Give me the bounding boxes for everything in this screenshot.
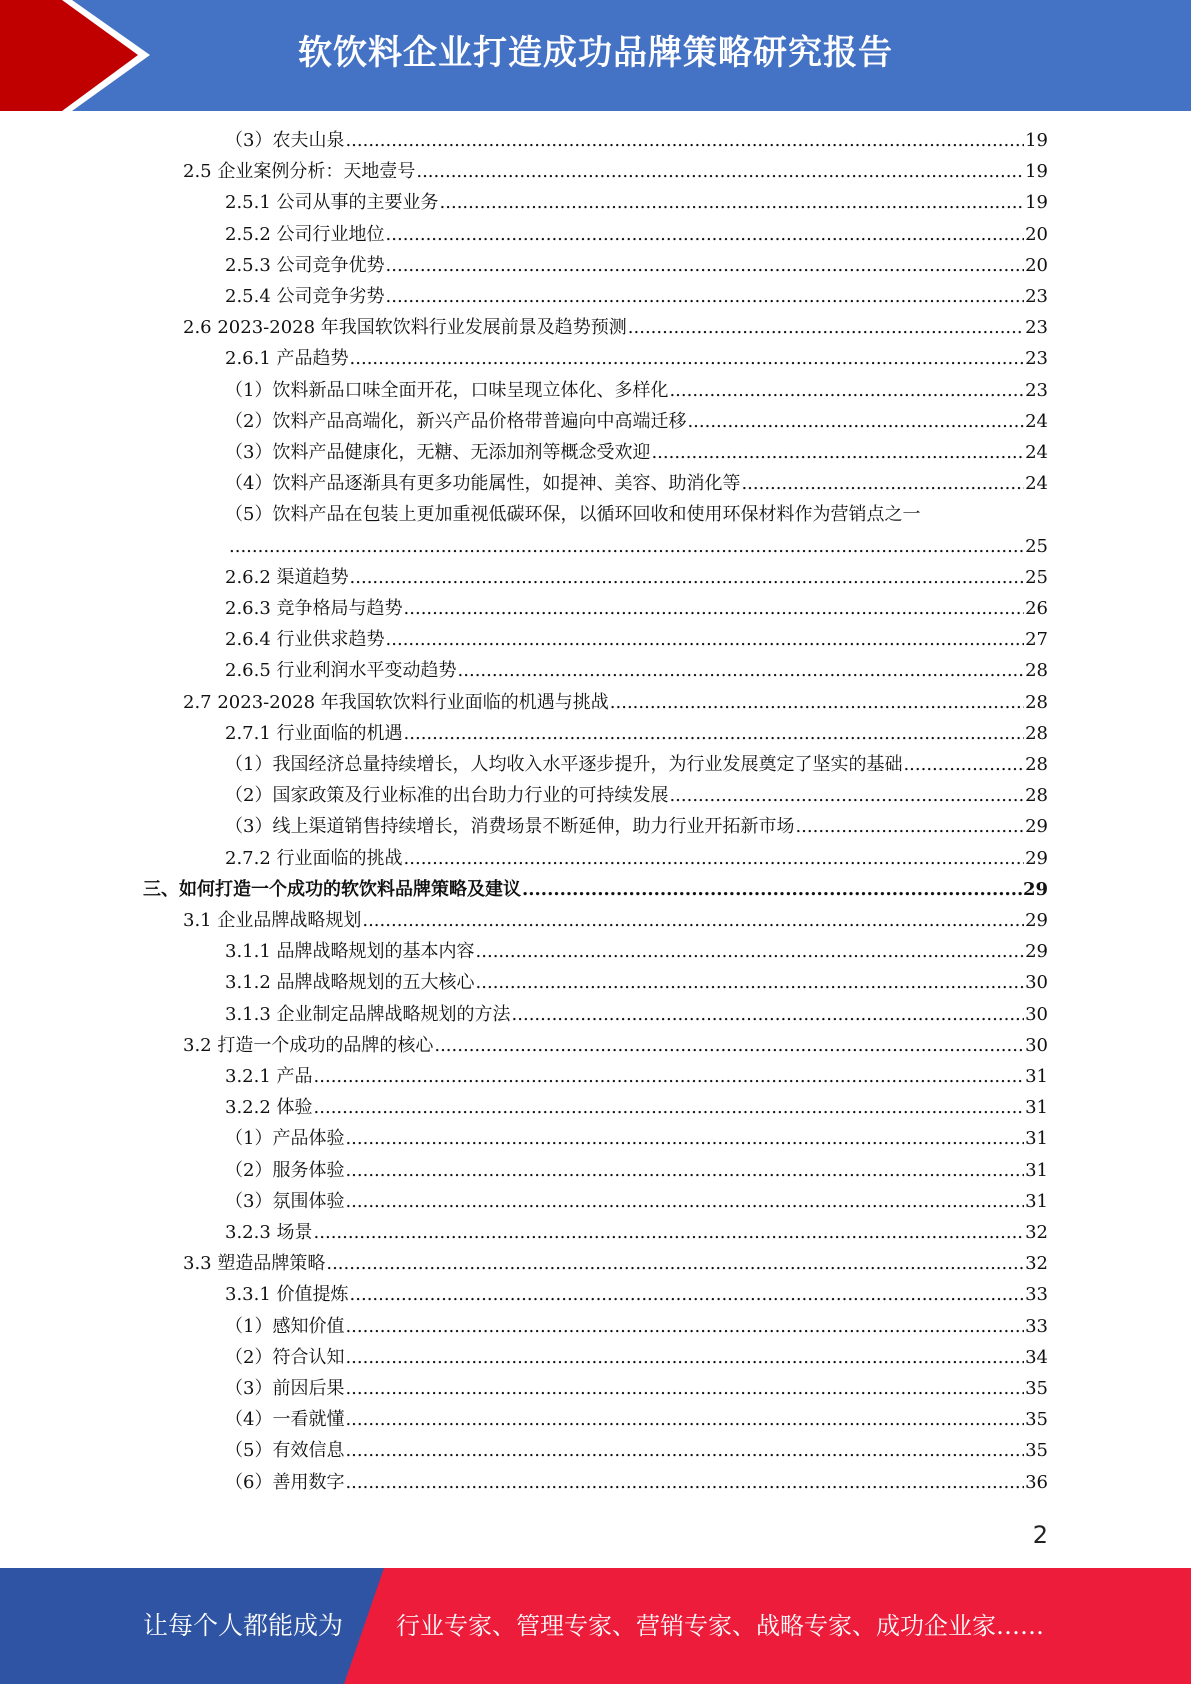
toc-leader-dots: [522, 876, 1022, 904]
toc-entry-label: （4）饮料产品逐渐具有更多功能属性，如提神、美容、助消化等: [225, 473, 741, 494]
toc-leader-dots: [440, 189, 1025, 217]
header-arrow-decoration: [0, 0, 160, 111]
toc-entry-page: 25: [1025, 536, 1048, 557]
toc-entry-label: （5）有效信息: [225, 1440, 345, 1461]
toc-entry-label: （2）国家政策及行业标准的出台助力行业的可持续发展: [225, 785, 669, 806]
toc-leader-dots: [345, 1125, 1024, 1153]
toc-entry-page: 19: [1025, 192, 1048, 213]
report-title: 软饮料企业打造成功品牌策略研究报告: [298, 33, 893, 73]
toc-entry[interactable]: [183, 314, 1048, 342]
toc-leader-dots: [345, 1344, 1024, 1372]
toc-leader-dots: [795, 813, 1024, 841]
toc-entry-label: （3）农夫山泉: [225, 130, 345, 151]
toc-leader-dots: [669, 377, 1024, 405]
toc-leader-dots: [345, 1406, 1024, 1434]
toc-entry-label: 3.2.2 体验: [225, 1097, 313, 1118]
toc-entry[interactable]: [225, 1406, 1048, 1434]
toc-entry-page: 34: [1025, 1347, 1048, 1368]
toc-entry-label: 2.6.5 行业利润水平变动趋势: [225, 660, 457, 681]
toc-entry-page: 29: [1025, 848, 1048, 869]
toc-entry-page: 30: [1025, 972, 1048, 993]
footer-slogan-right: 行业专家、管理专家、营销专家、战略专家、成功企业家……: [396, 1612, 1044, 1640]
toc-entry-page: 29: [1025, 941, 1048, 962]
toc-entry-page: 23: [1025, 317, 1048, 338]
toc-leader-dots: [386, 283, 1025, 311]
toc-entry-label: （2）服务体验: [225, 1160, 345, 1181]
toc-leader-dots: [229, 533, 1024, 561]
toc-leader-dots: [903, 751, 1024, 779]
toc-entry-page: 26: [1025, 598, 1048, 619]
toc-leader-dots: [345, 1188, 1024, 1216]
toc-leader-dots: [345, 127, 1024, 155]
toc-leader-dots: [610, 689, 1024, 717]
toc-leader-dots: [362, 907, 1024, 935]
toc-entry-label: 2.6 2023-2028 年我国软饮料行业发展前景及趋势预测: [183, 317, 627, 338]
toc-entry[interactable]: [225, 283, 1048, 311]
toc-entry-label: 2.7.2 行业面临的挑战: [225, 848, 403, 869]
toc-entry-page: 30: [1025, 1004, 1048, 1025]
toc-leader-dots: [476, 969, 1025, 997]
toc-entry[interactable]: [225, 564, 1048, 592]
toc-leader-dots: [404, 595, 1025, 623]
page-footer: [0, 1568, 1191, 1684]
toc-leader-dots: [314, 1063, 1025, 1091]
toc-entry[interactable]: [225, 470, 1048, 498]
toc-leader-dots: [314, 1219, 1025, 1247]
toc-leader-dots: [651, 439, 1024, 467]
toc-leader-dots: [458, 657, 1025, 685]
toc-entry-page: 24: [1025, 411, 1048, 432]
toc-entry[interactable]: [225, 221, 1048, 249]
toc-entry-page: 31: [1025, 1191, 1048, 1212]
toc-entry-label: 2.7.1 行业面临的机遇: [225, 723, 403, 744]
toc-entry[interactable]: [183, 158, 1048, 186]
toc-leader-dots: [350, 564, 1025, 592]
toc-leader-dots: [512, 1001, 1025, 1029]
toc-leader-dots: [345, 1437, 1024, 1465]
toc-entry-label: （1）产品体验: [225, 1128, 345, 1149]
toc-entry[interactable]: [225, 751, 1048, 779]
toc-entry-label: 2.5.2 公司行业地位: [225, 224, 385, 245]
toc-entry[interactable]: [225, 377, 1048, 405]
toc-leader-dots: [314, 1094, 1025, 1122]
toc-leader-dots: [404, 845, 1025, 873]
toc-entry-page: 35: [1025, 1409, 1048, 1430]
toc-entry-label: 2.6.4 行业供求趋势: [225, 629, 385, 650]
toc-entry-label: 3.3 塑造品牌策略: [183, 1253, 326, 1274]
toc-entry[interactable]: [225, 969, 1048, 997]
toc-leader-dots: [404, 720, 1025, 748]
toc-entry-page: 24: [1025, 473, 1048, 494]
toc-entry-label: 2.6.3 竞争格局与趋势: [225, 598, 403, 619]
toc-entry[interactable]: [183, 907, 1048, 935]
toc-leader-dots: [687, 408, 1024, 436]
toc-entry[interactable]: [225, 1219, 1048, 1247]
toc-entry-label: 2.5.4 公司竞争劣势: [225, 286, 385, 307]
toc-leader-dots: [476, 938, 1025, 966]
toc-entry[interactable]: [225, 1375, 1048, 1403]
toc-entry-label: 2.6.1 产品趋势: [225, 348, 349, 369]
toc-entry-page: 28: [1025, 723, 1048, 744]
toc-entry-page: 29: [1025, 910, 1048, 931]
toc-entry-label: （2）符合认知: [225, 1347, 345, 1368]
toc-entry[interactable]: [225, 345, 1048, 373]
toc-entry-page: 31: [1025, 1160, 1048, 1181]
toc-leader-dots: [345, 1469, 1024, 1497]
toc-entry[interactable]: [225, 595, 1048, 623]
toc-entry-page: 29: [1025, 816, 1048, 837]
toc-entry[interactable]: [225, 189, 1048, 217]
toc-entry-page: 23: [1025, 286, 1048, 307]
toc-leader-dots: [345, 1313, 1024, 1341]
toc-entry[interactable]: [225, 657, 1048, 685]
toc-entry-page: 32: [1025, 1222, 1048, 1243]
page-number: 2: [1032, 1521, 1048, 1549]
toc-entry-page: 23: [1025, 348, 1048, 369]
toc-entry[interactable]: [183, 1032, 1048, 1060]
toc-entry-page: 25: [1025, 567, 1048, 588]
toc-leader-dots: [350, 1281, 1025, 1309]
toc-leader-dots: [434, 1032, 1024, 1060]
toc-entry[interactable]: [225, 1157, 1048, 1185]
toc-entry-page: 35: [1025, 1440, 1048, 1461]
toc-entry-page: 28: [1025, 660, 1048, 681]
toc-entry-label: （1）感知价值: [225, 1316, 345, 1337]
toc-entry[interactable]: [225, 1281, 1048, 1309]
toc-entry-page: 31: [1025, 1128, 1048, 1149]
toc-entry[interactable]: [225, 1125, 1048, 1153]
toc-leader-dots: [386, 221, 1025, 249]
toc-entry-label: （2）饮料产品高端化，新兴产品价格带普遍向中高端迁移: [225, 411, 687, 432]
page-header: [0, 0, 1191, 111]
toc-entry-label: 2.5 企业案例分析：天地壹号: [183, 161, 416, 182]
toc-entry-page: 19: [1025, 161, 1048, 182]
toc-entry[interactable]: [225, 720, 1048, 748]
toc-entry-page: 33: [1025, 1284, 1048, 1305]
toc-entry-label: 2.5.3 公司竞争优势: [225, 255, 385, 276]
toc-leader-dots: [669, 782, 1024, 810]
toc-entry[interactable]: [225, 127, 1048, 155]
toc-entry-label: （3）前因后果: [225, 1378, 345, 1399]
toc-entry-page: 28: [1025, 754, 1048, 775]
toc-entry-label: （6）善用数字: [225, 1472, 345, 1493]
toc-entry[interactable]: [225, 782, 1048, 810]
toc-entry-label: （5）饮料产品在包装上更加重视低碳环保，以循环回收和使用环保材料作为营销点之一: [225, 504, 921, 525]
footer-slogan-left: 让每个人都能成为: [143, 1611, 344, 1640]
toc-entry[interactable]: [225, 1001, 1048, 1029]
toc-entry-page: 32: [1025, 1253, 1048, 1274]
toc-entry-label: 2.5.1 公司从事的主要业务: [225, 192, 439, 213]
toc-entry-page: 28: [1025, 692, 1048, 713]
toc-entry-label: 3.2.3 场景: [225, 1222, 313, 1243]
toc-entry[interactable]: [225, 845, 1048, 873]
toc-entry-label: 3.3.1 价值提炼: [225, 1284, 349, 1305]
toc-entry-label: （3）氛围体验: [225, 1191, 345, 1212]
toc-entry[interactable]: [225, 1094, 1048, 1122]
toc-entry-page: 20: [1025, 255, 1048, 276]
toc-entry[interactable]: [225, 938, 1048, 966]
toc-entry[interactable]: [183, 1250, 1048, 1278]
toc-entry-label: 3.1 企业品牌战略规划: [183, 910, 362, 931]
toc-leader-dots: [345, 1157, 1024, 1185]
toc-entry-label: 3.2 打造一个成功的品牌的核心: [183, 1035, 434, 1056]
toc-leader-dots: [350, 345, 1025, 373]
toc-entry[interactable]: [225, 1313, 1048, 1341]
toc-entry-page: 20: [1025, 224, 1048, 245]
toc-entry-label: 2.7 2023-2028 年我国软饮料行业面临的机遇与挑战: [183, 692, 609, 713]
toc-entry-page: 35: [1025, 1378, 1048, 1399]
toc-entry[interactable]: [225, 626, 1048, 654]
toc-entry-page: 27: [1025, 629, 1048, 650]
toc-entry[interactable]: [225, 408, 1048, 436]
toc-entry[interactable]: [225, 1063, 1048, 1091]
toc-entry-page: 23: [1025, 380, 1048, 401]
toc-entry-label: 三、如何打造一个成功的软饮料品牌策略及建议: [143, 879, 521, 900]
toc-leader-dots: [741, 470, 1024, 498]
toc-entry-page: 24: [1025, 442, 1048, 463]
toc-entry-label: 3.1.3 企业制定品牌战略规划的方法: [225, 1004, 511, 1025]
toc-entry-page: 33: [1025, 1316, 1048, 1337]
toc-entry[interactable]: [225, 439, 1048, 467]
toc-entry-page: 29: [1022, 879, 1048, 900]
toc-entry[interactable]: [183, 689, 1048, 717]
toc-entry-page: 28: [1025, 785, 1048, 806]
toc-entry[interactable]: [143, 876, 1048, 904]
toc-entry[interactable]: [225, 1344, 1048, 1372]
toc-leader-dots: [386, 626, 1025, 654]
toc-entry-page: 31: [1025, 1066, 1048, 1087]
toc-entry-page: 19: [1025, 130, 1048, 151]
toc-entry-label: （3）饮料产品健康化，无糖、无添加剂等概念受欢迎: [225, 442, 651, 463]
toc-entry-label: （1）我国经济总量持续增长，人均收入水平逐步提升，为行业发展奠定了坚实的基础: [225, 754, 903, 775]
toc-entry-label: 3.2.1 产品: [225, 1066, 313, 1087]
toc-entry[interactable]: [225, 501, 1058, 529]
toc-leader-dots: [416, 158, 1024, 186]
toc-entry-label: 2.6.2 渠道趋势: [225, 567, 349, 588]
toc-leader-dots: [345, 1375, 1024, 1403]
toc-entry[interactable]: [225, 1188, 1048, 1216]
toc-leader-dots: [386, 252, 1025, 280]
toc-leader-dots: [628, 314, 1024, 342]
toc-entry-page: 36: [1025, 1472, 1048, 1493]
toc-entry-page: 30: [1025, 1035, 1048, 1056]
toc-entry[interactable]: [228, 533, 1048, 561]
toc-leader-dots: [326, 1250, 1024, 1278]
toc-entry[interactable]: [225, 252, 1048, 280]
toc-entry-label: 3.1.1 品牌战略规划的基本内容: [225, 941, 475, 962]
toc-entry-label: （4）一看就懂: [225, 1409, 345, 1430]
toc-entry[interactable]: [225, 1469, 1048, 1497]
toc-entry-label: （3）线上渠道销售持续增长，消费场景不断延伸，助力行业开拓新市场: [225, 816, 795, 837]
toc-entry-page: 31: [1025, 1097, 1048, 1118]
toc-entry[interactable]: [225, 1437, 1048, 1465]
toc-entry-label: 3.1.2 品牌战略规划的五大核心: [225, 972, 475, 993]
toc-entry-label: （1）饮料新品口味全面开花，口味呈现立体化、多样化: [225, 380, 669, 401]
toc-entry[interactable]: [225, 813, 1048, 841]
